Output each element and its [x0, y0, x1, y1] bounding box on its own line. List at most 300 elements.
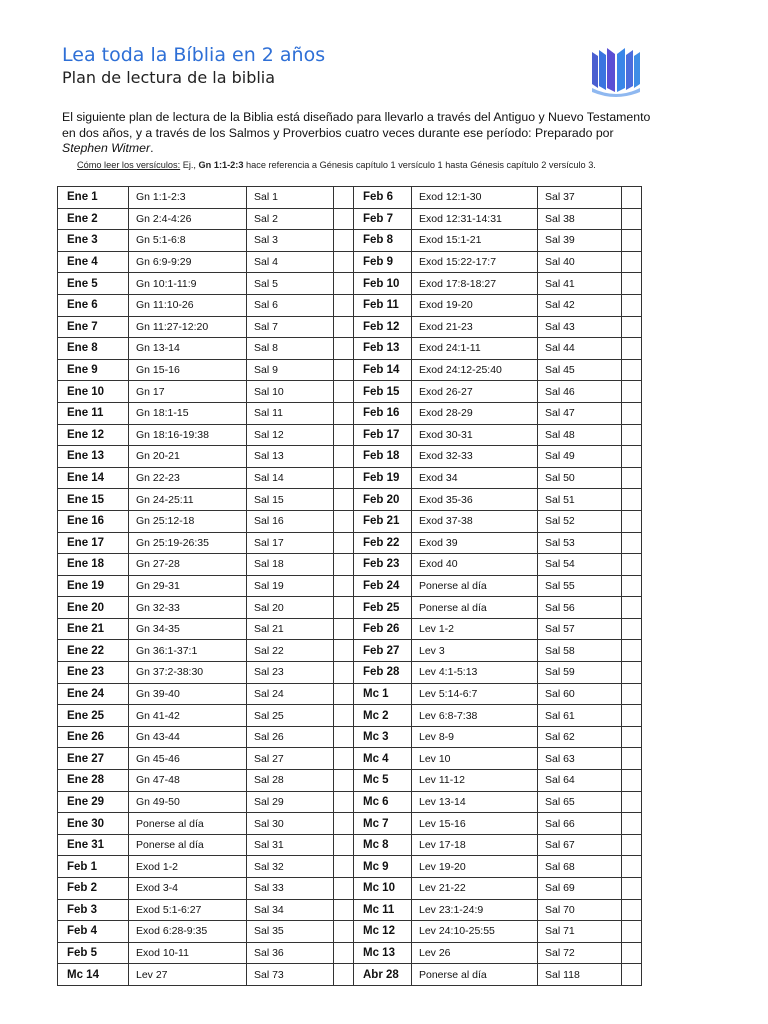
day-cell: Ene 16 [58, 510, 129, 532]
day-cell: Ene 29 [58, 791, 129, 813]
reading-cell: Exod 39 [412, 532, 538, 554]
day-cell: Mc 12 [354, 921, 412, 943]
check-cell[interactable] [622, 640, 642, 662]
note-prefix: Ej., [180, 160, 196, 170]
reading-plan-body [58, 187, 642, 986]
check-cell[interactable] [622, 230, 642, 252]
reading-cell: Gn 45-46 [129, 748, 247, 770]
day-cell: Feb 14 [354, 359, 412, 381]
psalm-cell: Sal 68 [538, 856, 622, 878]
check-cell[interactable] [334, 770, 354, 792]
day-cell: Feb 15 [354, 381, 412, 403]
note-explanation: hace referencia a Génesis capítulo 1 versículo 1 hasta Génesis capítulo 2 versículo 3. [243, 160, 596, 170]
table-row [58, 597, 642, 619]
author-name: Stephen Witmer [62, 141, 151, 155]
check-cell[interactable] [622, 597, 642, 619]
reading-cell: Gn 27-28 [129, 554, 247, 576]
day-cell: Mc 11 [354, 899, 412, 921]
day-cell: Ene 12 [58, 424, 129, 446]
check-cell[interactable] [622, 921, 642, 943]
check-cell[interactable] [622, 446, 642, 468]
day-cell: Ene 24 [58, 683, 129, 705]
day-cell: Ene 2 [58, 208, 129, 230]
psalm-cell: Sal 35 [247, 921, 334, 943]
reading-cell: Gn 41-42 [129, 705, 247, 727]
psalm-cell: Sal 63 [538, 748, 622, 770]
day-cell: Feb 25 [354, 597, 412, 619]
table-row [58, 942, 642, 964]
reading-cell: Gn 39-40 [129, 683, 247, 705]
psalm-cell: Sal 5 [247, 273, 334, 295]
psalm-cell: Sal 46 [538, 381, 622, 403]
check-cell[interactable] [622, 726, 642, 748]
day-cell: Ene 23 [58, 662, 129, 684]
day-cell: Feb 18 [354, 446, 412, 468]
check-cell[interactable] [334, 834, 354, 856]
reading-cell: Gn 49-50 [129, 791, 247, 813]
reading-cell: Lev 6:8-7:38 [412, 705, 538, 727]
check-cell[interactable] [334, 273, 354, 295]
table-row [58, 467, 642, 489]
table-row [58, 575, 642, 597]
check-cell[interactable] [334, 878, 354, 900]
psalm-cell: Sal 6 [247, 294, 334, 316]
check-cell[interactable] [334, 575, 354, 597]
check-cell[interactable] [622, 748, 642, 770]
check-cell[interactable] [622, 834, 642, 856]
table-row [58, 770, 642, 792]
table-row [58, 359, 642, 381]
check-cell[interactable] [334, 554, 354, 576]
psalm-cell: Sal 2 [247, 208, 334, 230]
table-row [58, 813, 642, 835]
check-cell[interactable] [334, 424, 354, 446]
reading-cell: Lev 17-18 [412, 834, 538, 856]
reading-cell: Exod 15:22-17:7 [412, 251, 538, 273]
psalm-cell: Sal 67 [538, 834, 622, 856]
reading-cell: Exod 21-23 [412, 316, 538, 338]
day-cell: Feb 2 [58, 878, 129, 900]
reading-cell: Gn 47-48 [129, 770, 247, 792]
reading-cell: Ponerse al día [412, 964, 538, 986]
check-cell[interactable] [334, 208, 354, 230]
psalm-cell: Sal 19 [247, 575, 334, 597]
check-cell[interactable] [334, 381, 354, 403]
intro-paragraph [62, 110, 662, 157]
reading-cell: Exod 32-33 [412, 446, 538, 468]
table-row [58, 251, 642, 273]
check-cell[interactable] [622, 942, 642, 964]
psalm-cell: Sal 9 [247, 359, 334, 381]
day-cell: Mc 10 [354, 878, 412, 900]
check-cell[interactable] [334, 899, 354, 921]
check-cell[interactable] [622, 294, 642, 316]
reading-cell: Gn 29-31 [129, 575, 247, 597]
day-cell: Feb 26 [354, 618, 412, 640]
reading-cell: Gn 43-44 [129, 726, 247, 748]
day-cell: Feb 6 [354, 187, 412, 209]
psalm-cell: Sal 33 [247, 878, 334, 900]
table-row [58, 856, 642, 878]
check-cell[interactable] [334, 446, 354, 468]
reading-cell: Lev 19-20 [412, 856, 538, 878]
check-cell[interactable] [334, 187, 354, 209]
day-cell: Ene 4 [58, 251, 129, 273]
day-cell: Mc 8 [354, 834, 412, 856]
reading-cell: Gn 15-16 [129, 359, 247, 381]
psalm-cell: Sal 15 [247, 489, 334, 511]
psalm-cell: Sal 72 [538, 942, 622, 964]
psalm-cell: Sal 29 [247, 791, 334, 813]
psalm-cell: Sal 118 [538, 964, 622, 986]
reading-cell: Lev 4:1-5:13 [412, 662, 538, 684]
page-title: Lea toda la Bíblia en 2 años [62, 44, 326, 66]
check-cell[interactable] [622, 662, 642, 684]
check-cell[interactable] [334, 597, 354, 619]
day-cell: Ene 21 [58, 618, 129, 640]
reading-cell: Gn 6:9-9:29 [129, 251, 247, 273]
check-cell[interactable] [622, 899, 642, 921]
day-cell: Ene 30 [58, 813, 129, 835]
day-cell: Feb 10 [354, 273, 412, 295]
table-row [58, 921, 642, 943]
psalm-cell: Sal 70 [538, 899, 622, 921]
check-cell[interactable] [622, 705, 642, 727]
day-cell: Ene 1 [58, 187, 129, 209]
day-cell: Mc 4 [354, 748, 412, 770]
reading-cell: Gn 11:10-26 [129, 294, 247, 316]
table-row [58, 683, 642, 705]
day-cell: Ene 10 [58, 381, 129, 403]
psalm-cell: Sal 8 [247, 338, 334, 360]
psalm-cell: Sal 55 [538, 575, 622, 597]
day-cell: Ene 8 [58, 338, 129, 360]
check-cell[interactable] [622, 575, 642, 597]
psalm-cell: Sal 26 [247, 726, 334, 748]
day-cell: Feb 17 [354, 424, 412, 446]
check-cell[interactable] [622, 187, 642, 209]
reading-cell: Exod 24:1-11 [412, 338, 538, 360]
reading-cell: Exod 15:1-21 [412, 230, 538, 252]
reading-cell: Gn 1:1-2:3 [129, 187, 247, 209]
day-cell: Feb 7 [354, 208, 412, 230]
reading-cell: Exod 19-20 [412, 294, 538, 316]
table-row [58, 834, 642, 856]
check-cell[interactable] [334, 921, 354, 943]
psalm-cell: Sal 50 [538, 467, 622, 489]
check-cell[interactable] [334, 359, 354, 381]
check-cell[interactable] [334, 489, 354, 511]
table-row [58, 532, 642, 554]
note-label: Cómo leer los versículos: [77, 160, 181, 170]
psalm-cell: Sal 42 [538, 294, 622, 316]
psalm-cell: Sal 43 [538, 316, 622, 338]
check-cell[interactable] [334, 618, 354, 640]
day-cell: Ene 7 [58, 316, 129, 338]
psalm-cell: Sal 37 [538, 187, 622, 209]
day-cell: Ene 17 [58, 532, 129, 554]
psalm-cell: Sal 61 [538, 705, 622, 727]
table-row [58, 554, 642, 576]
psalm-cell: Sal 73 [247, 964, 334, 986]
day-cell: Ene 25 [58, 705, 129, 727]
table-row [58, 662, 642, 684]
psalm-cell: Sal 28 [247, 770, 334, 792]
reading-cell: Lev 11-12 [412, 770, 538, 792]
reading-cell: Exod 34 [412, 467, 538, 489]
table-row [58, 618, 642, 640]
intro-period: . [150, 141, 154, 155]
reading-cell: Exod 28-29 [412, 402, 538, 424]
day-cell: Feb 5 [58, 942, 129, 964]
reading-cell: Gn 22-23 [129, 467, 247, 489]
table-row [58, 338, 642, 360]
psalm-cell: Sal 14 [247, 467, 334, 489]
psalm-cell: Sal 17 [247, 532, 334, 554]
day-cell: Feb 8 [354, 230, 412, 252]
day-cell: Feb 28 [354, 662, 412, 684]
table-row [58, 791, 642, 813]
reading-cell: Gn 34-35 [129, 618, 247, 640]
psalm-cell: Sal 38 [538, 208, 622, 230]
check-cell[interactable] [622, 338, 642, 360]
psalm-cell: Sal 52 [538, 510, 622, 532]
day-cell: Feb 21 [354, 510, 412, 532]
check-cell[interactable] [334, 726, 354, 748]
psalm-cell: Sal 13 [247, 446, 334, 468]
check-cell[interactable] [622, 402, 642, 424]
psalm-cell: Sal 32 [247, 856, 334, 878]
check-cell[interactable] [622, 251, 642, 273]
reading-cell: Gn 24-25:11 [129, 489, 247, 511]
check-cell[interactable] [334, 662, 354, 684]
day-cell: Feb 13 [354, 338, 412, 360]
check-cell[interactable] [334, 942, 354, 964]
day-cell: Feb 3 [58, 899, 129, 921]
table-row [58, 402, 642, 424]
reading-cell: Gn 2:4-4:26 [129, 208, 247, 230]
check-cell[interactable] [334, 402, 354, 424]
check-cell[interactable] [622, 532, 642, 554]
reading-cell: Gn 5:1-6:8 [129, 230, 247, 252]
day-cell: Ene 27 [58, 748, 129, 770]
psalm-cell: Sal 60 [538, 683, 622, 705]
day-cell: Ene 19 [58, 575, 129, 597]
check-cell[interactable] [334, 316, 354, 338]
day-cell: Ene 15 [58, 489, 129, 511]
check-cell[interactable] [622, 791, 642, 813]
psalm-cell: Sal 12 [247, 424, 334, 446]
check-cell[interactable] [622, 964, 642, 986]
check-cell[interactable] [622, 878, 642, 900]
check-cell[interactable] [334, 532, 354, 554]
psalm-cell: Sal 34 [247, 899, 334, 921]
reading-cell: Exod 12:1-30 [412, 187, 538, 209]
check-cell[interactable] [622, 683, 642, 705]
reading-cell: Exod 1-2 [129, 856, 247, 878]
table-row [58, 748, 642, 770]
check-cell[interactable] [334, 230, 354, 252]
check-cell[interactable] [334, 964, 354, 986]
day-cell: Ene 31 [58, 834, 129, 856]
check-cell[interactable] [622, 381, 642, 403]
day-cell: Ene 3 [58, 230, 129, 252]
day-cell: Feb 12 [354, 316, 412, 338]
check-cell[interactable] [622, 770, 642, 792]
day-cell: Ene 9 [58, 359, 129, 381]
psalm-cell: Sal 56 [538, 597, 622, 619]
reading-cell: Lev 15-16 [412, 813, 538, 835]
psalm-cell: Sal 1 [247, 187, 334, 209]
table-row [58, 878, 642, 900]
psalm-cell: Sal 65 [538, 791, 622, 813]
check-cell[interactable] [334, 705, 354, 727]
check-cell[interactable] [334, 683, 354, 705]
day-cell: Ene 5 [58, 273, 129, 295]
reading-cell: Gn 36:1-37:1 [129, 640, 247, 662]
reading-cell: Lev 23:1-24:9 [412, 899, 538, 921]
check-cell[interactable] [622, 208, 642, 230]
reading-note [77, 160, 596, 170]
check-cell[interactable] [622, 489, 642, 511]
check-cell[interactable] [622, 424, 642, 446]
reading-cell: Gn 18:16-19:38 [129, 424, 247, 446]
table-row [58, 187, 642, 209]
reading-cell: Exod 5:1-6:27 [129, 899, 247, 921]
psalm-cell: Sal 10 [247, 381, 334, 403]
psalm-cell: Sal 47 [538, 402, 622, 424]
day-cell: Mc 3 [354, 726, 412, 748]
reading-cell: Ponerse al día [129, 834, 247, 856]
reading-cell: Lev 3 [412, 640, 538, 662]
psalm-cell: Sal 21 [247, 618, 334, 640]
psalm-cell: Sal 30 [247, 813, 334, 835]
check-cell[interactable] [622, 467, 642, 489]
check-cell[interactable] [622, 813, 642, 835]
reading-cell: Lev 5:14-6:7 [412, 683, 538, 705]
table-row [58, 446, 642, 468]
check-cell[interactable] [334, 813, 354, 835]
table-row [58, 964, 642, 986]
reading-cell: Ponerse al día [129, 813, 247, 835]
table-row [58, 273, 642, 295]
reading-cell: Gn 11:27-12:20 [129, 316, 247, 338]
psalm-cell: Sal 44 [538, 338, 622, 360]
check-cell[interactable] [622, 510, 642, 532]
psalm-cell: Sal 39 [538, 230, 622, 252]
check-cell[interactable] [622, 273, 642, 295]
intro-text: El siguiente plan de lectura de la Biblia está diseñado para llevarlo a través del Antiguo y Nuevo Testamento en dos años, y a través de los Salmos y Proverbios cuatro veces durante ese período: Preparado por [62, 110, 651, 140]
psalm-cell: Sal 36 [247, 942, 334, 964]
check-cell[interactable] [334, 294, 354, 316]
psalm-cell: Sal 20 [247, 597, 334, 619]
reading-cell: Lev 1-2 [412, 618, 538, 640]
psalm-cell: Sal 27 [247, 748, 334, 770]
check-cell[interactable] [334, 467, 354, 489]
day-cell: Mc 1 [354, 683, 412, 705]
day-cell: Feb 16 [354, 402, 412, 424]
table-row [58, 899, 642, 921]
check-cell[interactable] [334, 510, 354, 532]
psalm-cell: Sal 16 [247, 510, 334, 532]
day-cell: Ene 11 [58, 402, 129, 424]
day-cell: Feb 24 [354, 575, 412, 597]
table-row [58, 726, 642, 748]
check-cell[interactable] [334, 748, 354, 770]
day-cell: Feb 27 [354, 640, 412, 662]
psalm-cell: Sal 69 [538, 878, 622, 900]
check-cell[interactable] [334, 791, 354, 813]
table-row [58, 208, 642, 230]
reading-cell: Gn 10:1-11:9 [129, 273, 247, 295]
table-row [58, 705, 642, 727]
table-row [58, 381, 642, 403]
reading-cell: Gn 25:12-18 [129, 510, 247, 532]
day-cell: Feb 4 [58, 921, 129, 943]
table-row [58, 489, 642, 511]
psalm-cell: Sal 66 [538, 813, 622, 835]
open-book-logo-icon [588, 44, 644, 100]
psalm-cell: Sal 58 [538, 640, 622, 662]
day-cell: Mc 9 [354, 856, 412, 878]
psalm-cell: Sal 3 [247, 230, 334, 252]
psalm-cell: Sal 40 [538, 251, 622, 273]
day-cell: Ene 28 [58, 770, 129, 792]
table-row [58, 640, 642, 662]
check-cell[interactable] [334, 251, 354, 273]
reading-cell: Lev 26 [412, 942, 538, 964]
check-cell[interactable] [622, 554, 642, 576]
day-cell: Mc 6 [354, 791, 412, 813]
reading-cell: Gn 32-33 [129, 597, 247, 619]
reading-cell: Gn 37:2-38:30 [129, 662, 247, 684]
reading-cell: Exod 12:31-14:31 [412, 208, 538, 230]
psalm-cell: Sal 62 [538, 726, 622, 748]
reading-cell: Exod 3-4 [129, 878, 247, 900]
check-cell[interactable] [334, 338, 354, 360]
day-cell: Ene 13 [58, 446, 129, 468]
day-cell: Ene 14 [58, 467, 129, 489]
check-cell[interactable] [622, 856, 642, 878]
psalm-cell: Sal 51 [538, 489, 622, 511]
check-cell[interactable] [622, 316, 642, 338]
check-cell[interactable] [334, 856, 354, 878]
table-row [58, 230, 642, 252]
reading-cell: Exod 30-31 [412, 424, 538, 446]
reading-cell: Gn 25:19-26:35 [129, 532, 247, 554]
psalm-cell: Sal 41 [538, 273, 622, 295]
check-cell[interactable] [334, 640, 354, 662]
day-cell: Ene 26 [58, 726, 129, 748]
day-cell: Ene 18 [58, 554, 129, 576]
day-cell: Feb 19 [354, 467, 412, 489]
psalm-cell: Sal 24 [247, 683, 334, 705]
check-cell[interactable] [622, 618, 642, 640]
table-row [58, 294, 642, 316]
psalm-cell: Sal 64 [538, 770, 622, 792]
psalm-cell: Sal 54 [538, 554, 622, 576]
psalm-cell: Sal 7 [247, 316, 334, 338]
check-cell[interactable] [622, 359, 642, 381]
table-row [58, 424, 642, 446]
reading-cell: Exod 37-38 [412, 510, 538, 532]
day-cell: Feb 11 [354, 294, 412, 316]
reading-cell: Gn 13-14 [129, 338, 247, 360]
psalm-cell: Sal 31 [247, 834, 334, 856]
psalm-cell: Sal 25 [247, 705, 334, 727]
reading-cell: Gn 20-21 [129, 446, 247, 468]
reading-cell: Gn 18:1-15 [129, 402, 247, 424]
